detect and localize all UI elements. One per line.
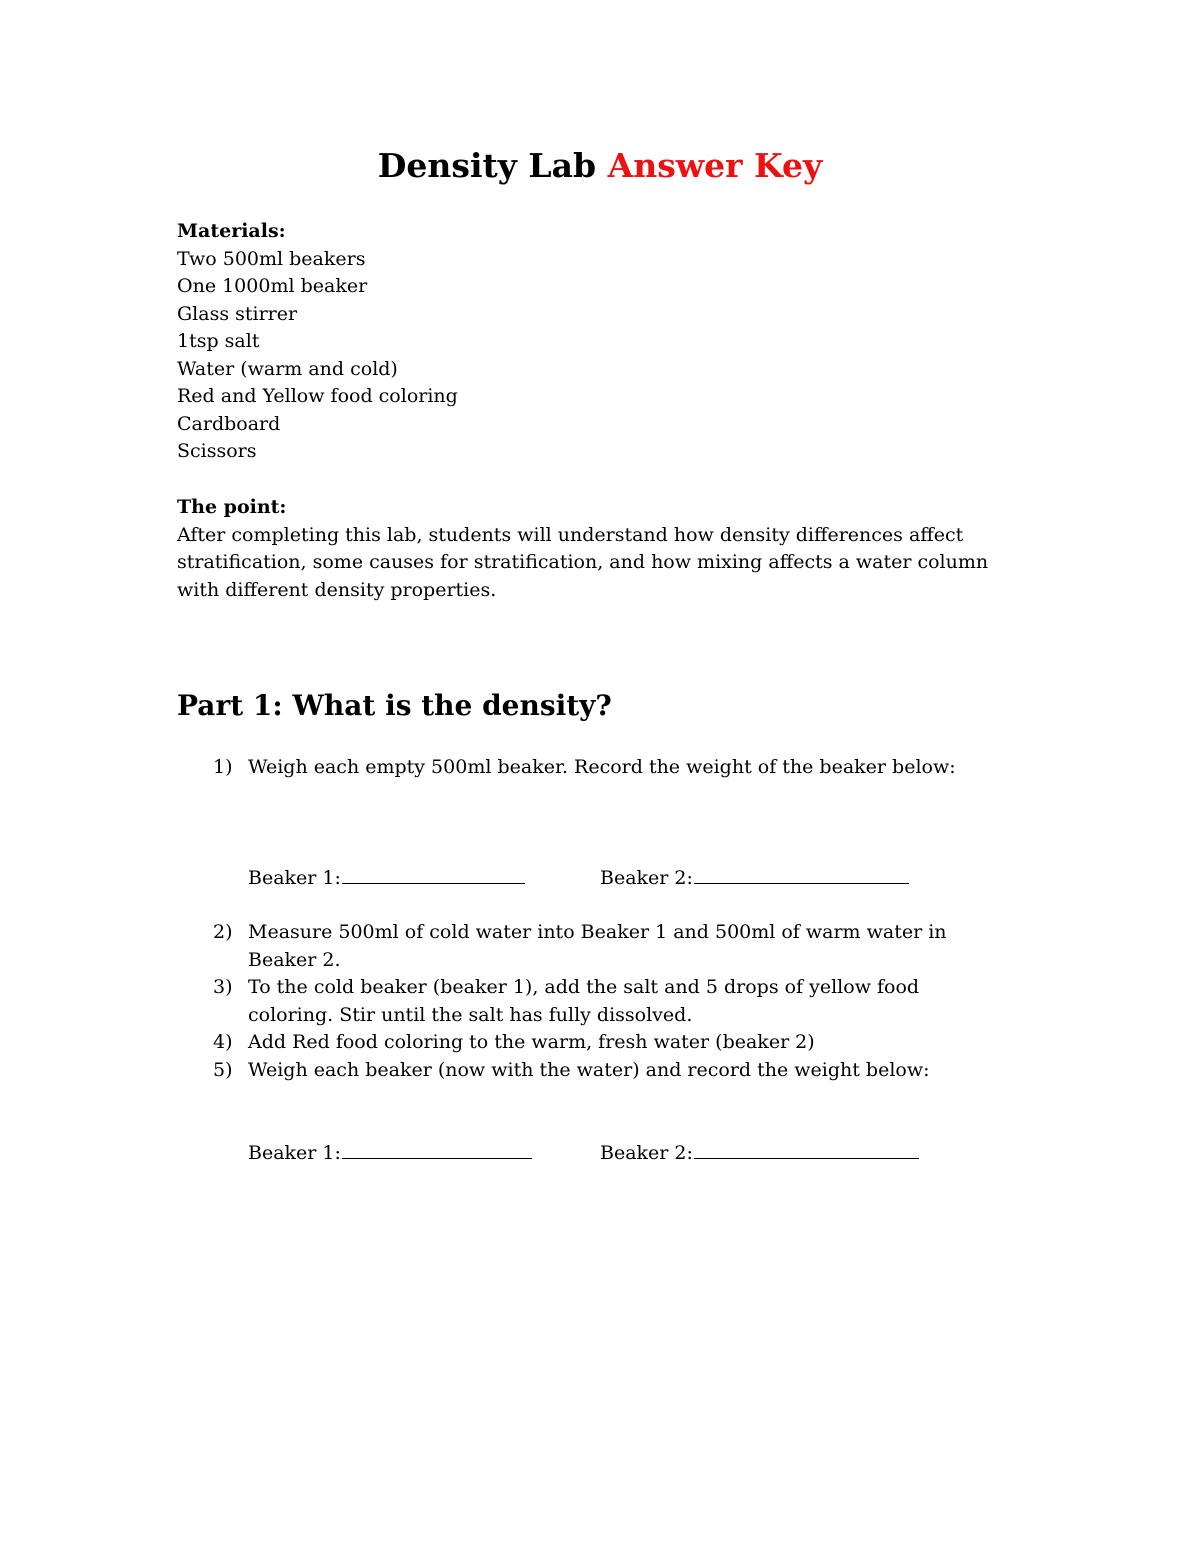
step-number: 4): [213, 1031, 233, 1053]
point-text: After completing this lab, students will understand how density differences affect stratification, some causes for stratification, and how mixing affects a water column with different density properties.: [177, 523, 989, 601]
title-main: Density Lab: [377, 146, 597, 185]
answer-line[interactable]: [694, 864, 909, 884]
beaker2-label: Beaker 2:: [600, 1142, 693, 1164]
beaker1-empty-field[interactable]: [248, 864, 525, 893]
step-text: Weigh each empty 500ml beaker. Record the weight of the beaker below:: [248, 756, 956, 778]
step-text: Add Red food coloring to the warm, fresh water (beaker 2): [248, 1031, 815, 1053]
step-text: Measure 500ml of cold water into Beaker 1 and 500ml of warm water in Beaker 2.: [248, 921, 947, 971]
point-section: [177, 494, 1027, 604]
material-item: 1tsp salt: [177, 330, 260, 352]
step-number: 2): [213, 921, 233, 943]
material-item: Scissors: [177, 440, 257, 462]
title-accent: Answer Key: [607, 146, 823, 185]
material-item: Glass stirrer: [177, 302, 298, 325]
materials-heading: Materials:: [177, 220, 286, 242]
step-4: [213, 1029, 1003, 1057]
material-item: One 1000ml beaker: [177, 275, 368, 297]
step-text: Weigh each beaker (now with the water) and record the weight below:: [248, 1059, 930, 1081]
answer-line[interactable]: [342, 1139, 532, 1159]
step-number: 5): [213, 1059, 233, 1081]
step-5: [213, 1057, 1003, 1085]
step-2: [213, 919, 1003, 974]
beaker1-filled-field[interactable]: [248, 1139, 532, 1168]
material-item: Water (warm and cold): [177, 357, 398, 380]
material-item: Two 500ml beakers: [177, 247, 366, 270]
beaker2-filled-field[interactable]: [600, 1139, 919, 1168]
answer-line[interactable]: [694, 1139, 919, 1159]
material-item: Red and Yellow food coloring: [177, 385, 458, 407]
step-1: [213, 754, 1003, 782]
step-text: To the cold beaker (beaker 1), add the salt and 5 drops of yellow food coloring. Stir until the salt has fully dissolved.: [248, 976, 920, 1026]
materials-section: [177, 218, 458, 466]
point-heading: The point:: [177, 496, 287, 518]
step-3: [213, 974, 1003, 1029]
beaker2-empty-field[interactable]: [600, 864, 909, 893]
beaker2-label: Beaker 2:: [600, 867, 693, 889]
material-item: Cardboard: [177, 412, 281, 435]
answer-line[interactable]: [342, 864, 525, 884]
step-number: 3): [213, 976, 233, 998]
beaker1-label: Beaker 1:: [248, 1142, 341, 1164]
page-title: [177, 142, 1023, 190]
step-number: 1): [213, 756, 233, 778]
beaker1-label: Beaker 1:: [248, 867, 341, 889]
part1-title: Part 1: What is the density?: [177, 689, 612, 722]
